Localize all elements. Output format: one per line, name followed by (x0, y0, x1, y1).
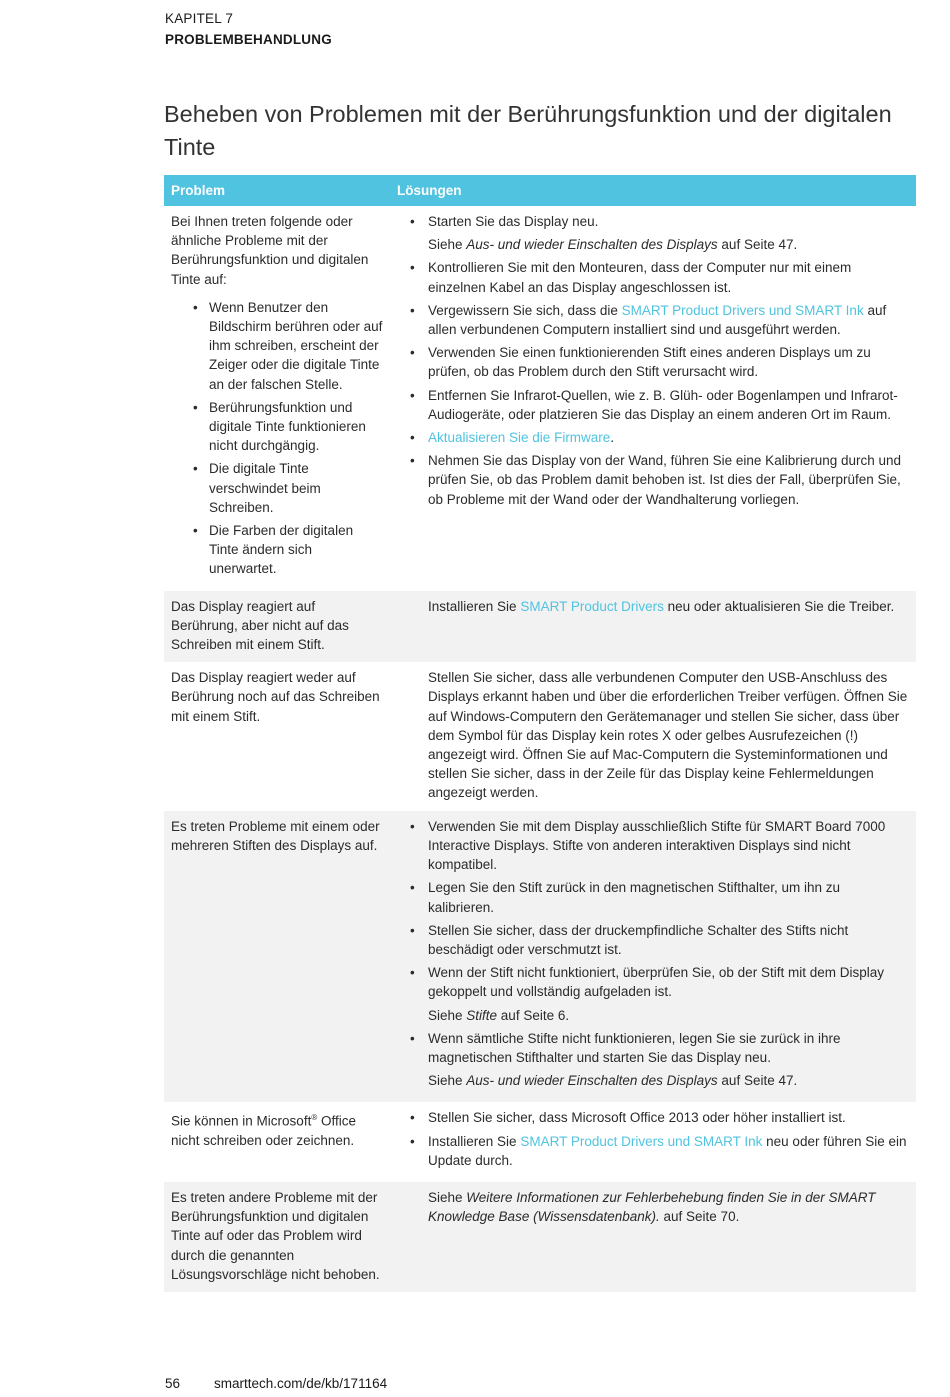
cross-reference (428, 235, 909, 254)
solution-text: auf allen verbundenen Computern installiert sind und ausgeführt werden. (428, 302, 887, 338)
problem-cell: Das Display reagiert auf Berührung, aber nicht auf das Schreiben mit einem Stift. (164, 591, 390, 663)
solution-cell (390, 1102, 916, 1182)
solution-text-block (397, 597, 909, 616)
problem-text: Bei Ihnen treten folgende oder ähnliche Probleme mit der Berührungsfunktion und digitalen Tinte auf: (171, 214, 369, 287)
solution-text: Wenn sämtliche Stifte nicht funktionieren, legen Sie sie zurück in ihre magnetischen Stifthalter und starten Sie das Display neu. (428, 1030, 841, 1065)
cross-reference-title[interactable]: Aus- und wieder Einschalten des Displays (466, 237, 718, 253)
list-item (397, 428, 909, 447)
solution-cell (390, 591, 916, 663)
list-item (397, 1132, 909, 1170)
see-prefix: Siehe (428, 1073, 467, 1089)
table-row (164, 1182, 916, 1292)
solution-text: Installieren Sie (428, 598, 521, 614)
column-header-problem: Problem (164, 175, 390, 206)
problem-bullet-list (171, 298, 383, 579)
solution-text: . (610, 430, 615, 446)
page-title: Beheben von Problemen mit der Berührungsfunktion und der digitalen Tinte (164, 101, 892, 160)
table-row (164, 1102, 916, 1182)
list-item: • Die Farben der digitalen Tinte ändern sich unerwartet. (171, 521, 383, 579)
registered-mark: ® (311, 1113, 318, 1123)
problem-cell: Das Display reagiert weder auf Berührung noch auf das Schreiben mit einem Stift. (171, 670, 380, 724)
table-row (164, 206, 916, 591)
list-item: • Entfernen Sie Infrarot-Quellen, wie z. B. Glüh- oder Bogenlampen und Infrarot-Audiogeräte, oder platzieren Sie das Display an einem anderen Ort im Raum. (397, 386, 909, 424)
firmware-update-link[interactable]: Aktualisieren Sie die Firmware (428, 430, 611, 446)
cross-reference-title[interactable]: Aus- und wieder Einschalten des Displays (466, 1073, 718, 1089)
solution-text-block (397, 1188, 909, 1226)
list-item: • Verwenden Sie mit dem Display ausschließlich Stifte für SMART Board 7000 Interactive Displays. Stifte von anderen interaktiven Displays sind nicht kompatibel. (397, 817, 909, 875)
table-row (164, 662, 916, 810)
problem-cell (164, 1102, 390, 1182)
see-prefix: Siehe (428, 1189, 467, 1205)
solution-text: Wenn der Stift nicht funktioniert, überprüfen Sie, ob der Stift mit dem Display gekoppelt und vollständig aufgeladen ist. (428, 965, 884, 1000)
section-label: PROBLEMBEHANDLUNG (165, 32, 332, 47)
list-item (397, 1029, 909, 1091)
problem-cell: Es treten Probleme mit einem oder mehreren Stiften des Displays auf. (164, 811, 390, 1103)
list-item (397, 963, 909, 1025)
see-page: auf Seite 70. (659, 1209, 740, 1225)
solution-text: Installieren Sie (428, 1133, 521, 1149)
chapter-label: KAPITEL 7 (165, 11, 234, 26)
solution-text: Vergewissern Sie sich, dass die (428, 302, 622, 318)
list-item: • Kontrollieren Sie mit den Monteuren, dass der Computer nur mit einem einzelnen Kabel an das Display angeschlossen ist. (397, 258, 909, 296)
solution-cell (390, 811, 916, 1103)
problem-cell: Es treten andere Probleme mit der Berührungsfunktion und digitalen Tinte auf oder das Problem wird durch die genannten Lösungsvorschläge nicht behoben. (164, 1182, 390, 1292)
list-item: • Stellen Sie sicher, dass der druckempfindliche Schalter des Stifts nicht beschädigt oder verschmutzt ist. (397, 921, 909, 959)
table-header-row (164, 175, 916, 206)
solution-cell (390, 1182, 916, 1292)
running-header (165, 8, 332, 50)
cross-reference-title[interactable]: Weitere Informationen zur Fehlerbehebung finden Sie in der SMART Knowledge Base (Wissensdatenbank). (428, 1189, 876, 1225)
cross-reference (428, 1071, 909, 1090)
drivers-ink-link[interactable]: SMART Product Drivers und SMART Ink (520, 1133, 763, 1149)
solution-text: Starten Sie das Display neu. (428, 214, 599, 229)
page-number: 56 (165, 1376, 181, 1391)
list-item: • Wenn Benutzer den Bildschirm berühren oder auf ihm schreiben, erscheint der Zeiger oder die digitale Tinte an der falschen Stelle. (171, 298, 383, 394)
list-item: • Die digitale Tinte verschwindet beim Schreiben. (171, 459, 383, 517)
solution-list (397, 212, 909, 509)
problem-text: Office nicht schreiben oder zeichnen. (171, 1113, 357, 1149)
cross-reference-title[interactable]: Stifte (466, 1007, 498, 1023)
table-row (164, 811, 916, 1103)
see-page: auf Seite 47. (717, 237, 798, 253)
solution-list (397, 817, 909, 1091)
see-page: auf Seite 6. (497, 1007, 570, 1023)
drivers-ink-link[interactable]: SMART Product Drivers und SMART Ink (621, 302, 864, 318)
solution-list (397, 1108, 909, 1170)
list-item: • Berührungsfunktion und digitale Tinte funktionieren nicht durchgängig. (171, 398, 383, 456)
cross-reference (428, 1006, 909, 1025)
see-page: auf Seite 47. (717, 1073, 798, 1089)
drivers-link[interactable]: SMART Product Drivers (520, 598, 664, 614)
list-item: • Stellen Sie sicher, dass Microsoft Office 2013 oder höher installiert ist. (397, 1108, 909, 1127)
solution-cell (390, 206, 916, 591)
list-item: • Nehmen Sie das Display von der Wand, führen Sie eine Kalibrierung durch und prüfen Sie, ob das Problem damit behoben ist. Ist dies der Fall, überprüfen Sie, ob Probleme mit der Wand oder der Wandhalterung vorliegen. (397, 451, 909, 509)
table-row (164, 591, 916, 663)
see-prefix: Siehe (428, 1007, 467, 1023)
problem-cell (164, 206, 390, 591)
see-prefix: Siehe (428, 237, 467, 253)
list-item: • Verwenden Sie einen funktionierenden Stift eines anderen Displays um zu prüfen, ob das Problem durch den Stift verursacht wird. (397, 343, 909, 381)
problem-text: Sie können in Microsoft (171, 1113, 312, 1129)
solution-text: Stellen Sie sicher, dass alle verbundenen Computer den USB-Anschluss des Displays erkannt haben und über die erforderlichen Treiber verfügen. Öffnen Sie auf Windows-Computern den Gerätemanager und stellen Sie sicher, dass über dem Symbol für das Display kein rotes X oder gelbes Ausrufezeichen (!) angezeigt wird. Öffnen Sie auf Mac-Computern die Systeminformationen und stellen Sie sicher, dass in der Zeile für das Display keine Fehlermeldungen angezeigt werden. (428, 670, 908, 801)
list-item: • Legen Sie den Stift zurück in den magnetischen Stifthalter, um ihn zu kalibrieren. (397, 878, 909, 916)
footer-url[interactable]: smarttech.com/de/kb/171164 (214, 1376, 388, 1391)
solution-cell (390, 662, 916, 810)
list-item (397, 301, 909, 339)
list-item (397, 212, 909, 254)
column-header-solutions: Lösungen (390, 175, 916, 206)
solution-text: neu oder aktualisieren Sie die Treiber. (663, 598, 895, 614)
solution-text: neu oder führen Sie ein Update durch. (428, 1133, 907, 1168)
troubleshooting-table (164, 175, 916, 1292)
